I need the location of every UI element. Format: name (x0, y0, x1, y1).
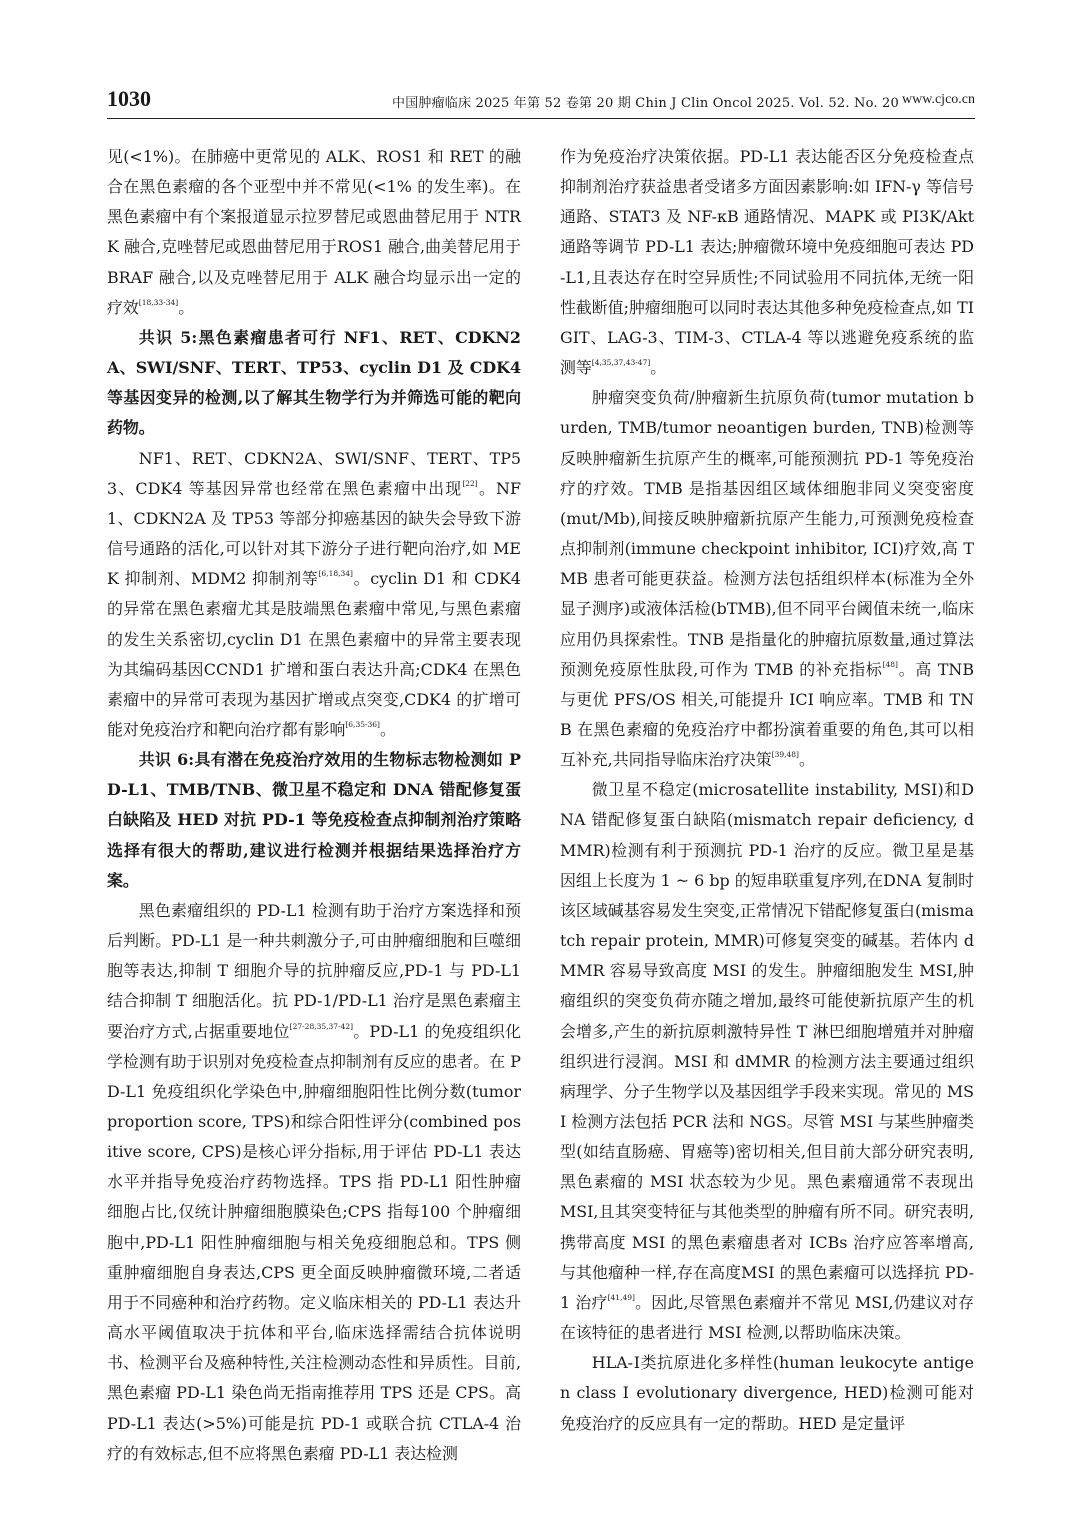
paragraph: 见(<1%)。在肺癌中更常见的 ALK、ROS1 和 RET 的融合在黑色素瘤的各个亚型中并不常见(<1% 的发生率)。在黑色素瘤中有个案报道显示拉罗替尼或恩曲替尼用于 NTRK 融合,克唑替尼或恩曲替尼用于ROS1 融合,曲美替尼用于 BRAF 融合,以及克唑替尼用于 ALK 融合均显示出一定的疗效[18,33-34]。 (107, 147, 527, 317)
page-number: 1030 (107, 86, 151, 111)
paragraph: 微卫星不稳定(microsatellite instability, MSI)和DNA 错配修复蛋白缺陷(mismatch repair deficiency, dMMR)检测有利于预测抗 PD-1 治疗的反应。微卫星是基因组上长度为 1 ~ 6 bp 的短串联重复序列,在DNA 复制时该区域碱基容易发生突变,正常情况下错配修复蛋白(mismatch repair protein, MMR)可修复突变的碱基。若体内 dMMR 容易导致高度 MSI 的发生。肿瘤细胞发生 MSI,肿瘤组织的突变负荷亦随之增加,最终可能使新抗原产生的机会增多,产生的新抗原刺激特异性 T 淋巴细胞增殖并对肿瘤组织进行浸润。MSI 和 dMMR 的检测方法主要通过组织病理学、分子生物学以及基因组学手段来实现。常见的 MSI 检测方法包括 PCR 法和 NGS。尽管 MSI 与某些肿瘤类型(如结直肠癌、胃癌等)密切相关,但目前大部分研究表明,黑色素瘤的 MSI 状态较为少见。黑色素瘤通常不表现出 MSI,且其突变特征与其他类型的肿瘤有所不同。研究表明,携带高度 MSI 的黑色素瘤患者对 ICBs 治疗应答率增高,与其他瘤种一样,存在高度MSI 的黑色素瘤可以选择抗 PD-1 治疗[41,49]。因此,尽管黑色素瘤并不常见 MSI,仍建议对存在该特征的患者进行 MSI 检测,以帮助临床决策。 (560, 780, 980, 1343)
citation: [48] (882, 659, 898, 669)
consensus-heading: 共识 5:黑色素瘤患者可行 NF1、RET、CDKN2A、SWI/SNF、TERT、TP53、cyclin D1 及 CDK4 等基因变异的检测,以了解其生物学行为并筛选可能的靶向药物。 (107, 327, 527, 438)
running-header (107, 84, 975, 119)
paragraph: 黑色素瘤组织的 PD-L1 检测有助于治疗方案选择和预后判断。PD-L1 是一种共刺激分子,可由肿瘤细胞和巨噬细胞等表达,抑制 T 细胞介导的抗肿瘤反应,PD-1 与 PD-L1 结合抑制 T 细胞活化。抗 PD-1/PD-L1 治疗是黑色素瘤主要治疗方式,占据重要地位[27-28,35,37-42]。PD-L1 的免疫组织化学检测有助于识别对免疫检查点抑制剂有反应的患者。在 PD-L1 免疫组织化学染色中,肿瘤细胞阳性比例分数(tumor proportion score, TPS)和综合阳性评分(combined positive score, CPS)是核心评分指标,用于评估 PD-L1 表达水平并指导免疫治疗药物选择。TPS 指 PD-L1 阳性肿瘤细胞占比,仅统计肿瘤细胞膜染色;CPS 指每100 个肿瘤细胞中,PD-L1 阳性肿瘤细胞与相关免疫细胞总和。TPS 侧重肿瘤细胞自身表达,CPS 更全面反映肿瘤微环境,二者适用于不同癌种和治疗药物。定义临床相关的 PD-L1 表达升高水平阈值取决于抗体和平台,临床选择需结合抗体说明书、检测平台及癌种特性,关注检测动态性和异质性。目前,黑色素瘤 PD-L1 染色尚无指南推荐用 TPS 还是 CPS。高PD-L1 表达(>5%)可能是抗 PD-1 或联合抗 CTLA-4 治疗的有效标志,但不应将黑色素瘤 PD-L1 表达检测 (107, 900, 527, 1463)
journal-citation: 中国肿瘤临床 2025 年第 52 卷第 20 期 Chin J Clin Oncol 2025. Vol. 52. No. 20 (392, 96, 899, 111)
citation: [22] (462, 478, 478, 488)
paragraph: NF1、RET、CDKN2A、SWI/SNF、TERT、TP53、CDK4 等基因异常也经常在黑色素瘤中出现[22]。NF1、CDKN2A 及 TP53 等部分抑癌基因的缺失会导致下游信号通路的活化,可以针对其下游分子进行靶向治疗,如 MEK 抑制剂、MDM2 抑制剂等[6,18,34]。cyclin D1 和 CDK4 的异常在黑色素瘤尤其是肢端黑色素瘤中常见,与黑色素瘤的发生关系密切,cyclin D1 在黑色素瘤中的异常主要表现为其编码基因CCND1 扩增和蛋白表达升高;CDK4 在黑色素瘤中的异常可表现为基因扩增或点突变,CDK4 的扩增可能对免疫治疗和靶向治疗都有影响[6,35-36]。 (107, 448, 527, 739)
citation: [6,35-36] (345, 719, 380, 729)
right-column (560, 142, 980, 1439)
consensus-heading: 共识 6:具有潜在免疫治疗效用的生物标志物检测如 PD-L1、TMB/TNB、微卫星不稳定和 DNA 错配修复蛋白缺陷及 HED 对抗 PD-1 等免疫检查点抑制剂治疗策略选择有很大的帮助,建议进行检测并根据结果选择治疗方案。 (107, 750, 521, 890)
paragraph: 作为免疫治疗决策依据。PD-L1 表达能否区分免疫检查点抑制剂治疗获益患者受诸多方面因素影响:如 IFN-γ 等信号通路、STAT3 及 NF-κB 通路情况、MAPK 或 PI3K/Akt 通路等调节 PD-L1 表达;肿瘤微环境中免疫细胞可表达 PD-L1,且表达存在时空异质性;不同试验用不同抗体,无统一阳性截断值;肿瘤细胞可以同时表达其他多种免疫检查点,如 TIGIT、LAG-3、TIM-3、CTLA-4 等以逃避免疫系统的监测等[4,35,37,43-47]。 (560, 147, 980, 378)
journal-website: www.cjco.cn (902, 92, 975, 107)
paragraph: HLA-Ⅰ类抗原进化多样性(human leukocyte antigen class Ⅰ evolutionary divergence, HED)检测可能对免疫治疗的反应具有一定的帮助。HED 是定量评 (560, 1353, 974, 1433)
citation: [27-28,35,37-42] (289, 1021, 354, 1031)
left-column (107, 142, 527, 1469)
citation: [41,49] (607, 1292, 635, 1302)
paragraph: 肿瘤突变负荷/肿瘤新生抗原负荷(tumor mutation burden, TMB/tumor neoantigen burden, TNB)检测等反映肿瘤新生抗原产生的概率,可能预测抗 PD-1 等免疫治疗的疗效。TMB 是指基因组区域体细胞非同义突变密度(mut/Mb),间接反映肿瘤新抗原产生能力,可预测免疫检查点抑制剂(immune checkpoint inhibitor, ICI)疗效,高 TMB 患者可能更获益。检测方法包括组织样本(标准为全外显子测序)或液体活检(bTMB),但不同平台阈值未统一,临床应用仍具探索性。TNB 是指量化的肿瘤抗原数量,通过算法预测免疫原性肽段,可作为 TMB 的补充指标[48]。高 TNB 与更优 PFS/OS 相关,可能提升 ICI 响应率。TMB 和 TNB 在黑色素瘤的免疫治疗中都扮演着重要的角色,其可以相互补充,共同指导临床治疗决策[39,48]。 (560, 388, 980, 770)
citation: [4,35,37,43-47] (591, 358, 651, 368)
citation: [18,33-34] (138, 297, 179, 307)
citation: [39,48] (771, 750, 799, 760)
citation: [6,18,34] (318, 569, 353, 579)
